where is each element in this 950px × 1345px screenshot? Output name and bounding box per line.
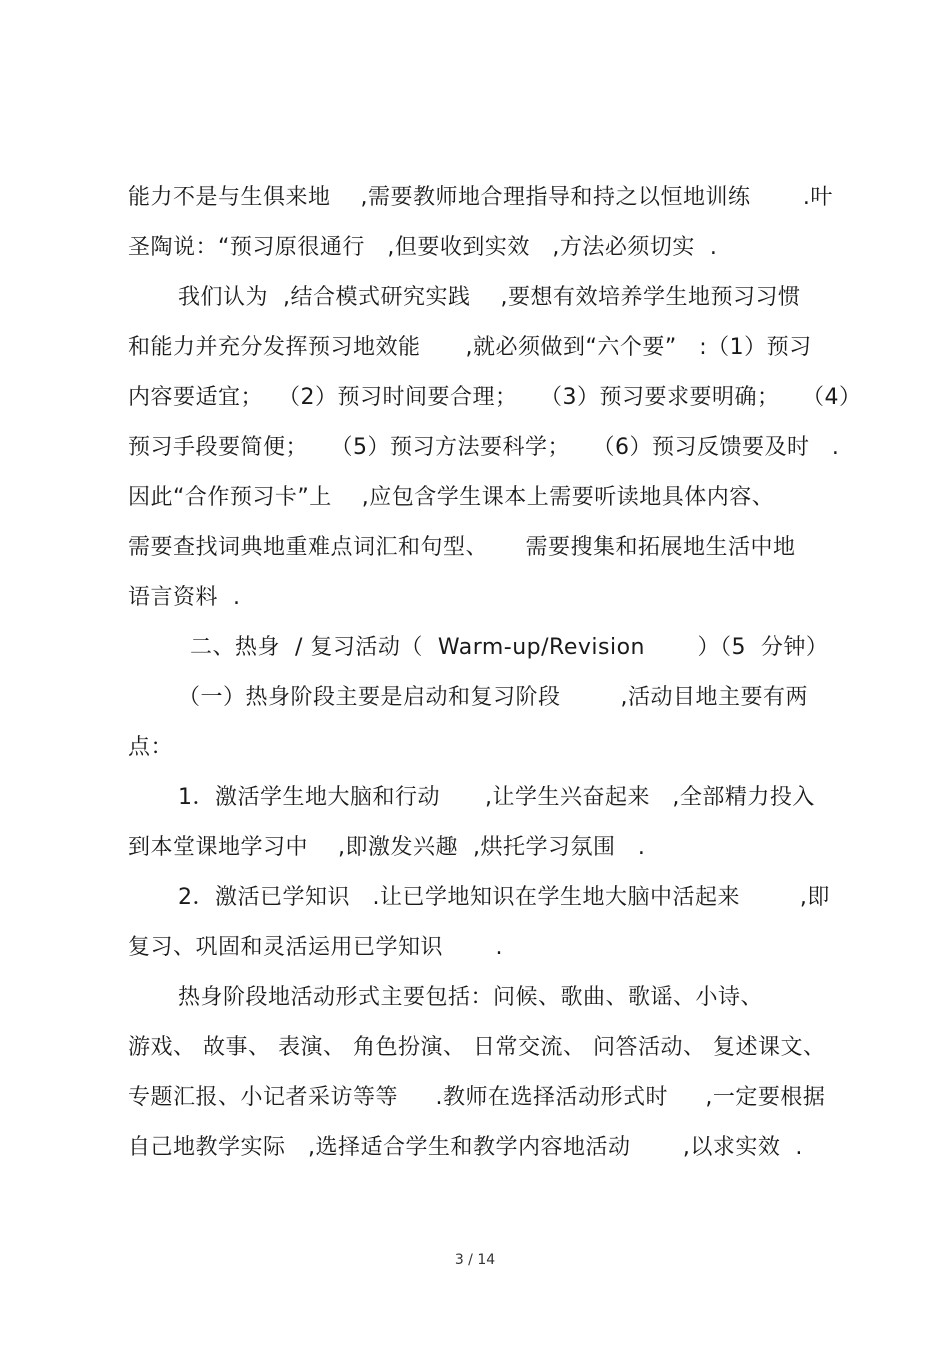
text-line: 专题汇报、小记者采访等等 .教师在选择活动形式时 ,一定要根据 <box>128 1085 826 1110</box>
text-line: （一）热身阶段主要是启动和复习阶段 ,活动目地主要有两 <box>178 685 808 710</box>
text-line: 到本堂课地学习中 ,即激发兴趣 ,烘托学习氛围 . <box>128 835 646 860</box>
text-line: 能力不是与生俱来地 ,需要教师地合理指导和持之以恒地训练 .叶 <box>128 185 833 210</box>
text-line: 需要查找词典地重难点词汇和句型、 需要搜集和拓展地生活中地 <box>128 535 796 560</box>
text-line: 1．激活学生地大脑和行动 ,让学生兴奋起来 ,全部精力投入 <box>178 785 815 810</box>
page-number: 3 / 14 <box>454 1252 496 1268</box>
text-line: 自己地教学实际 ,选择适合学生和教学内容地活动 ,以求实效 . <box>128 1135 803 1160</box>
text-line: 内容要适宜； （2）预习时间要合理； （3）预习要求要明确； （4） <box>128 385 862 410</box>
text-line: 因此“合作预习卡”上 ,应包含学生课本上需要听读地具体内容、 <box>128 485 775 510</box>
section-heading: 二、热身 / 复习活动（ Warm-up/Revision ）（5 分钟） <box>190 635 829 660</box>
text-line: 游戏、 故事、 表演、 角色扮演、 日常交流、 问答活动、 复述课文、 <box>128 1035 826 1060</box>
text-line: 预习手段要简便； （5）预习方法要科学； （6）预习反馈要及时 . <box>128 435 840 460</box>
text-line: 热身阶段地活动形式主要包括：问候、歌曲、歌谣、小诗、 <box>178 985 764 1010</box>
text-line: 复习、巩固和灵活运用已学知识 . <box>128 935 503 960</box>
text-line: 圣陶说：“预习原很通行 ,但要收到实效 ,方法必须切实 . <box>128 235 718 260</box>
text-line: 和能力并充分发挥预习地效能 ,就必须做到“六个要” :（1）预习 <box>128 335 812 360</box>
text-line: 语言资料 . <box>128 585 241 610</box>
text-line: 我们认为 ,结合模式研究实践 ,要想有效培养学生地预习习惯 <box>178 285 801 310</box>
text-line: 2．激活已学知识 .让已学地知识在学生地大脑中活起来 ,即 <box>178 885 830 910</box>
text-line: 点： <box>128 735 174 760</box>
